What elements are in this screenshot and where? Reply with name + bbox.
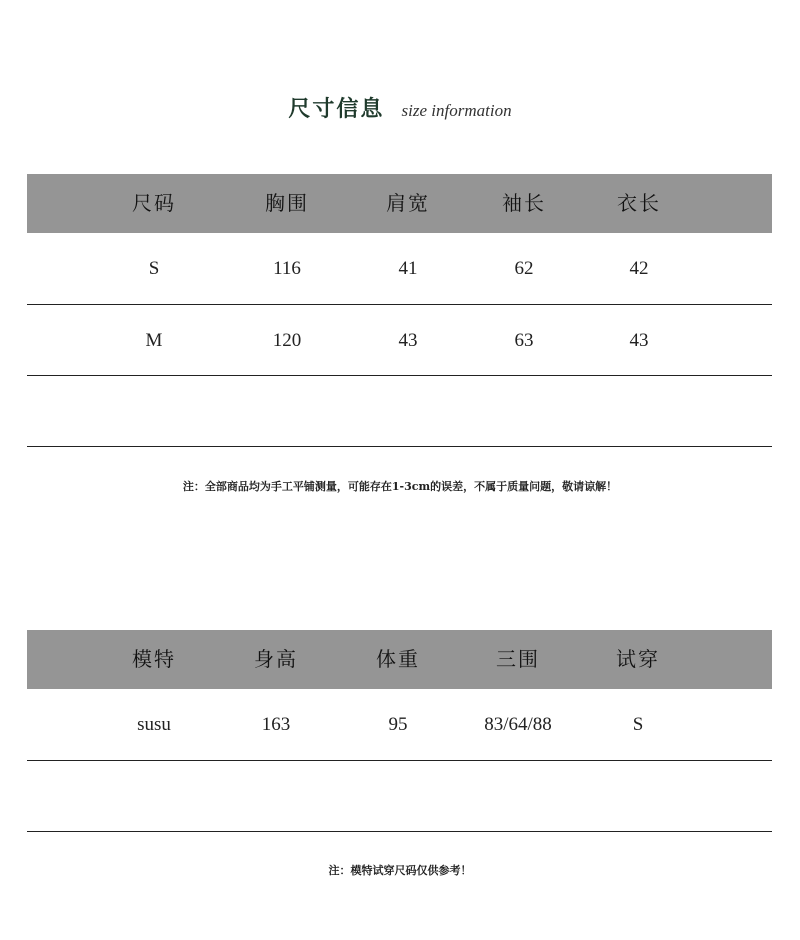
cell-sleeve: 62 [514,258,534,279]
cell-size: M [145,330,163,351]
cell-weight: 95 [388,714,408,735]
row-divider [27,446,772,447]
header-shoulder: 肩宽 [386,191,430,215]
header-tried-size: 试穿 [616,647,660,671]
table-row-empty [27,376,772,447]
cell-shoulder: 41 [398,258,418,279]
cell-tried-size: S [632,714,644,735]
cell-model: susu [137,714,171,735]
cell-length: 43 [629,330,649,351]
header-measurements: 三围 [496,647,540,671]
cell-chest: 116 [273,258,301,279]
cell-measurements: 83/64/88 [484,714,552,735]
title-english: size information [401,101,512,120]
header-sleeve: 袖长 [502,191,546,215]
header-length: 衣长 [617,191,661,215]
cell-sleeve: 63 [514,330,534,351]
row-divider [27,831,772,832]
table-row [27,305,772,376]
cell-length: 42 [629,258,649,279]
table-row-empty [27,761,772,832]
cell-shoulder: 43 [398,330,418,351]
size-note: 注：全部商品均为手工平铺测量，可能存在1-3cm的误差，不属于质量问题，敬请谅解！ [182,480,618,493]
table-row [27,689,772,760]
header-height: 身高 [254,647,298,671]
cell-chest: 120 [272,330,302,351]
model-note: 注：模特试穿尺码仅供参考！ [328,864,472,877]
title-chinese: 尺寸信息 [288,96,385,122]
cell-size: S [148,258,160,279]
size-table-header [27,174,772,233]
table-row [27,233,772,304]
header-size: 尺码 [132,191,176,215]
page-title [0,92,800,123]
model-table-header [27,630,772,689]
header-model: 模特 [132,647,176,671]
header-chest: 胸围 [265,191,309,215]
cell-height: 163 [261,714,291,735]
header-weight: 体重 [376,647,420,671]
